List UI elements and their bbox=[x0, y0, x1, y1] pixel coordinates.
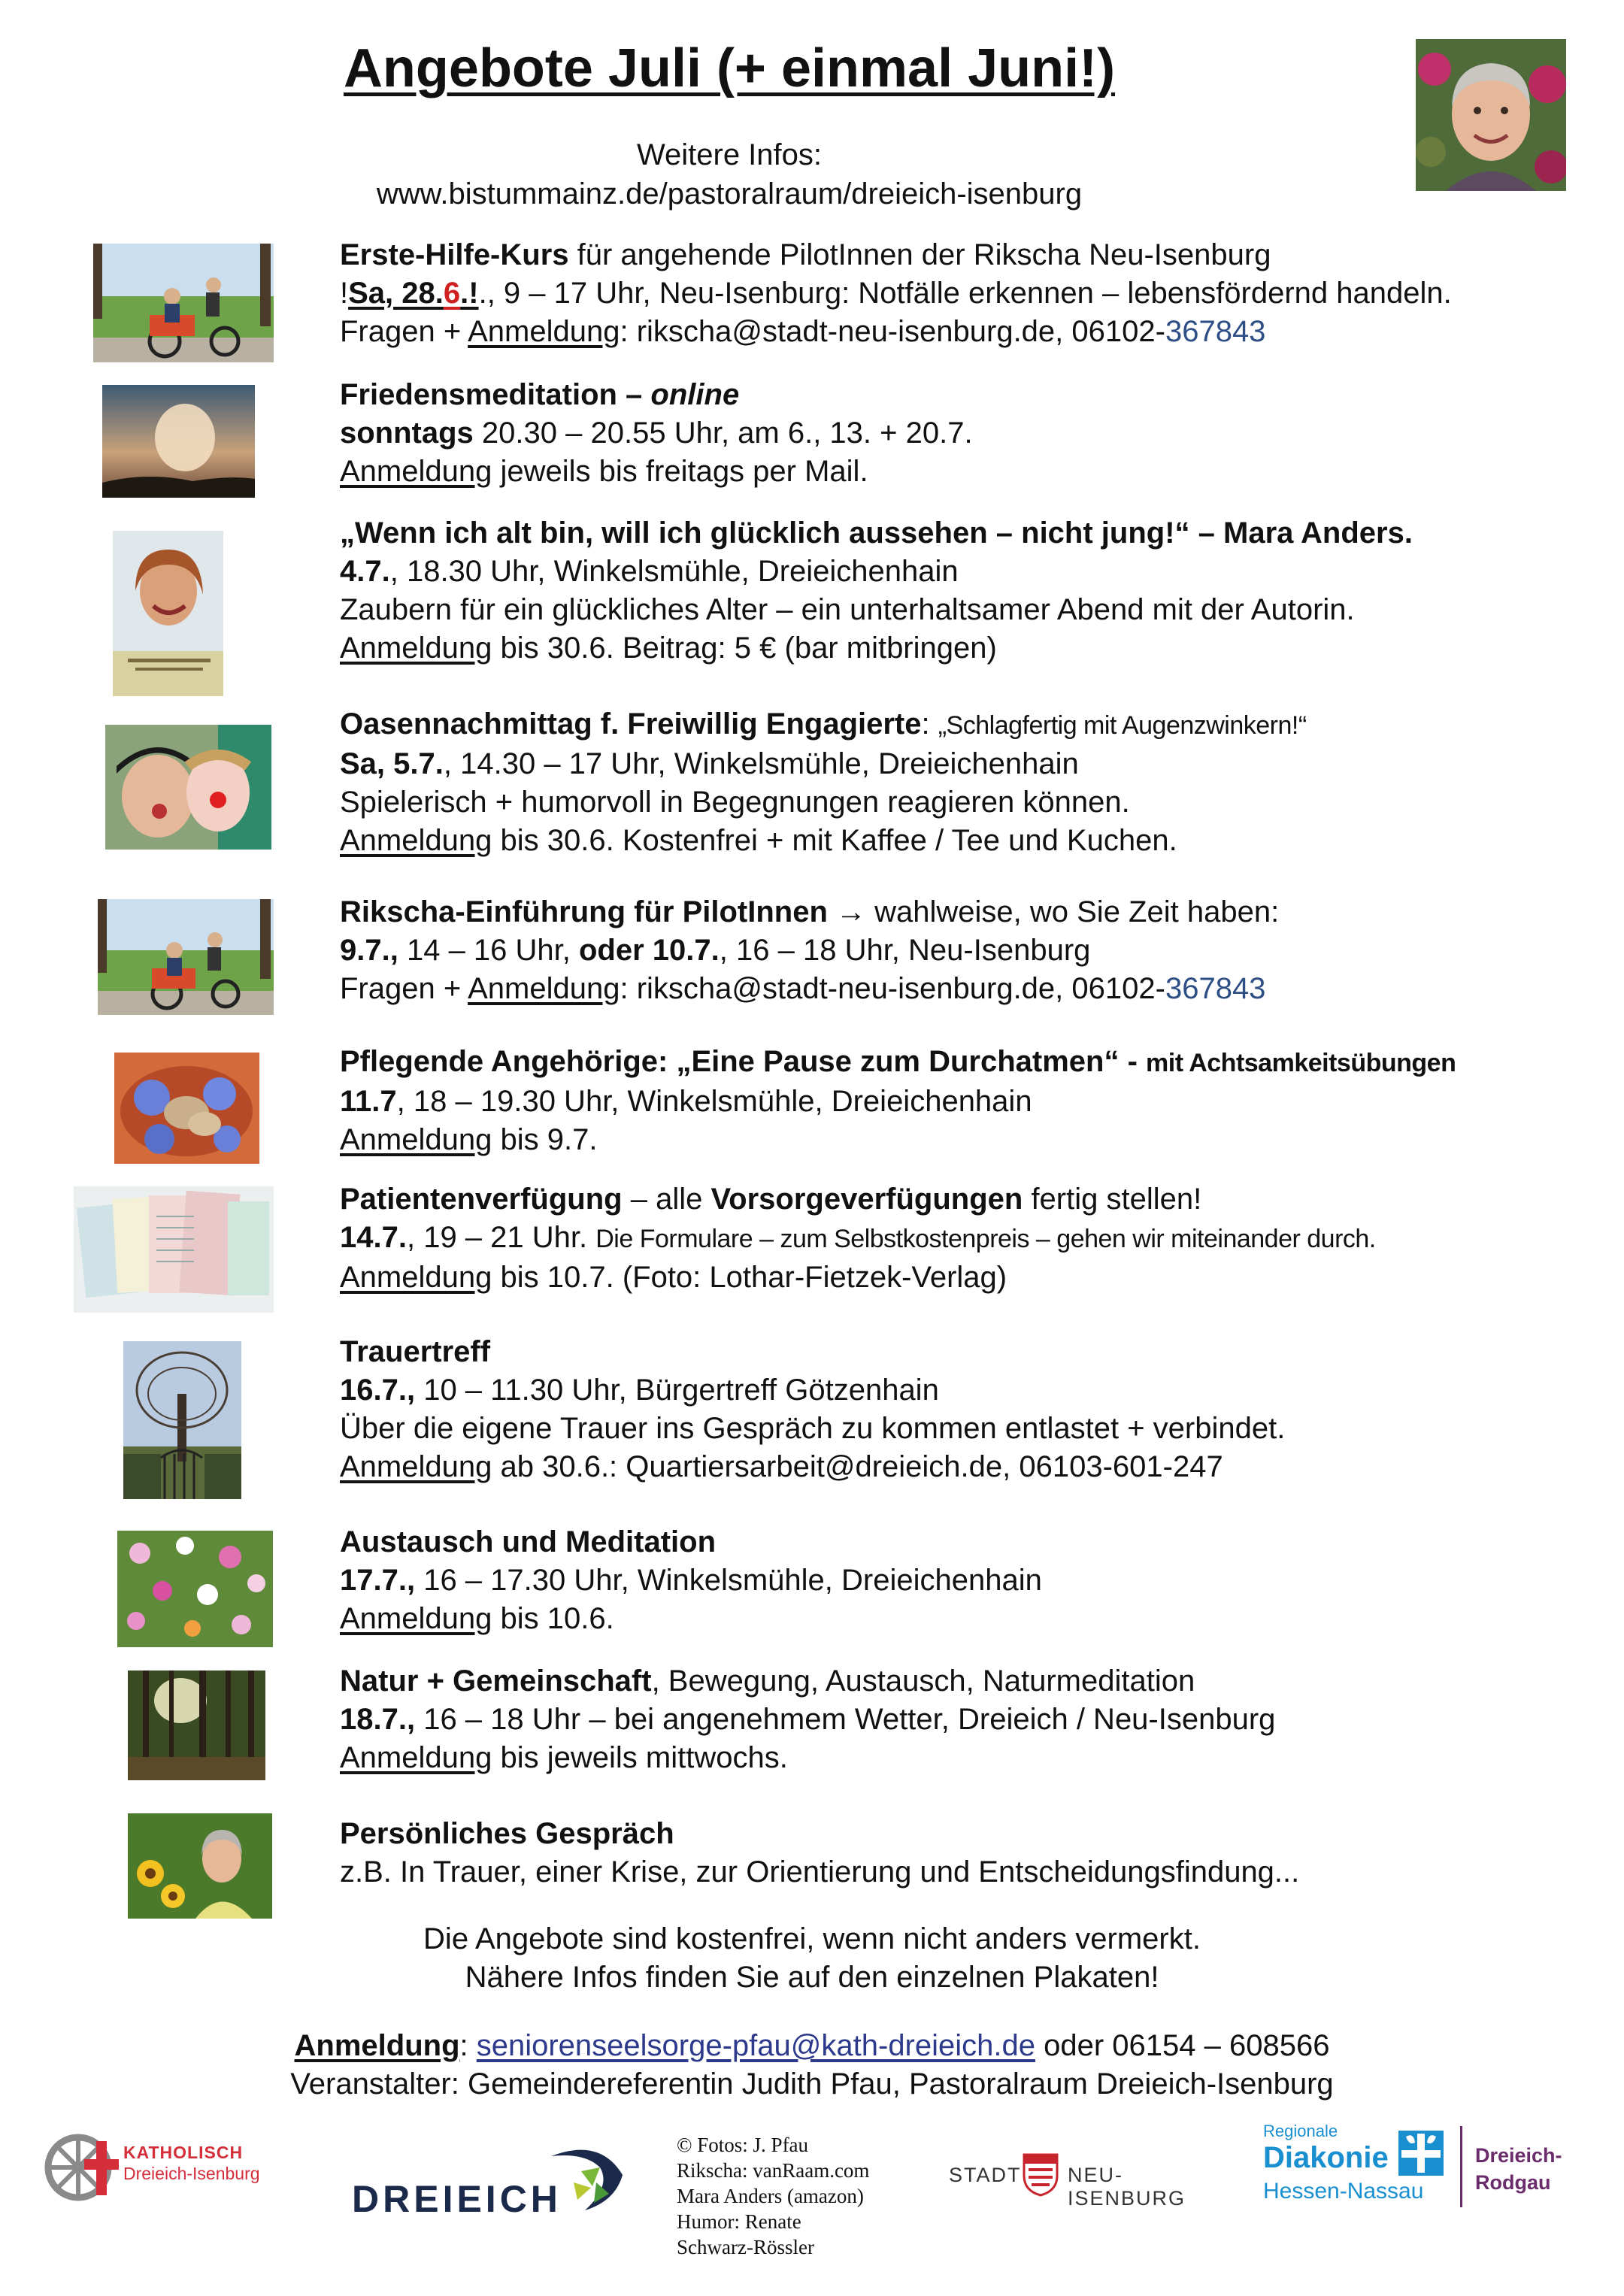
diakonie-cross-icon bbox=[1398, 2131, 1444, 2176]
event-volunteers: Oasennachmittag f. Freiwillig Engagierte: „Schlagfertig mit Augenzwinkern!“ Sa, 5.7., 14.30 – 17 Uhr, Winkelsmühle, Dreieichenhain Spielerisch + humorvoll in Begegnungen reagieren können. Anmeldung bis 30.6. Kostenfrei + mit Kaffee / Tee und Kuchen. bbox=[340, 707, 1307, 857]
event-book-reading: „Wenn ich alt bin, will ich glücklich aussehen – nicht jung!“ – Mara Anders. 4.7., 18.30 Uhr, Winkelsmühle, Dreieichenhain Zaubern für ein glückliches Alter – ein unterhaltsamer Abend mit der Autorin. Anmeldung bis 30.6. Beitrag: 5 € (bar mitbringen) bbox=[340, 516, 1413, 665]
diakonie-logo[interactable]: Regionale Diakonie Hessen-Nassau Dreieich- Rodgau bbox=[1263, 2122, 1579, 2212]
event-nature-community: Natur + Gemeinschaft, Bewegung, Austausch, Naturmeditation 18.7., 16 – 18 Uhr – bei angenehmem Wetter, Dreieich / Neu-Isenburg Anmeldung bis jeweils mittwochs. bbox=[340, 1664, 1276, 1774]
event-title: „Wenn ich alt bin, will ich glücklich aussehen – nicht jung!“ – Mara Anders. bbox=[340, 516, 1413, 550]
forest-photo bbox=[128, 1671, 265, 1780]
portrait-photo bbox=[1416, 39, 1566, 191]
registration-link[interactable]: Anmeldung bbox=[340, 824, 492, 857]
photo-credits: © Fotos: J. Pfau Rikscha: vanRaam.com Mara Anders (amazon) Humor: Renate Schwarz-Rössler bbox=[677, 2134, 870, 2258]
registration-link[interactable]: Anmeldung bbox=[468, 972, 620, 1005]
dreieich-emblem-icon bbox=[540, 2141, 630, 2216]
rikscha-photo bbox=[98, 899, 274, 1015]
event-personal-talk: Persönliches Gespräch z.B. In Trauer, einer Krise, zur Orientierung und Entscheidungsfindung... bbox=[340, 1817, 1300, 1889]
registration-link[interactable]: Anmeldung bbox=[340, 1741, 492, 1774]
event-first-aid: Erste-Hilfe-Kurs für angehende PilotInnen der Rikscha Neu-Isenburg !Sa, 28.6.!., 9 – 17 Uhr, Neu-Isenburg: Notfälle erkennen – lebensfördernd handeln. Fragen + Anmeldung: rikscha@stadt-neu-isenburg.de, 06102-367843 bbox=[340, 238, 1452, 348]
registration-link[interactable]: Anmeldung bbox=[340, 1261, 492, 1294]
free-note: Die Angebote sind kostenfrei, wenn nicht anders vermerkt. Nähere Infos finden Sie auf den einzelnen Plakaten! bbox=[423, 1922, 1201, 1994]
flowers-bowl-photo bbox=[114, 1053, 259, 1164]
clowns-photo bbox=[105, 725, 271, 850]
event-peace-meditation: Friedensmeditation – online sonntags 20.30 – 20.55 Uhr, am 6., 13. + 20.7. Anmeldung jeweils bis freitags per Mail. bbox=[340, 378, 973, 488]
event-exchange-meditation: Austausch und Meditation 17.7., 16 – 17.30 Uhr, Winkelsmühle, Dreieichenhain Anmeldung bis 10.6. bbox=[340, 1525, 1042, 1635]
woman-sunflowers-photo bbox=[128, 1813, 272, 1919]
katholisch-logo[interactable]: KATHOLISCH Dreieich-Isenburg bbox=[39, 2126, 287, 2209]
registration-link[interactable]: Anmeldung bbox=[468, 315, 620, 348]
event-title: Friedensmeditation – bbox=[340, 378, 651, 411]
event-title: Natur + Gemeinschaft bbox=[340, 1664, 652, 1698]
infos-url[interactable]: www.bistummainz.de/pastoralraum/dreieich-isenburg bbox=[376, 177, 1083, 211]
event-title: Persönliches Gespräch bbox=[340, 1817, 674, 1850]
event-title: Oasennachmittag f. Freiwillig Engagierte bbox=[340, 707, 922, 741]
registration-link[interactable]: Anmeldung bbox=[340, 455, 492, 488]
infos-block bbox=[0, 135, 1459, 214]
event-title: Trauertreff bbox=[340, 1335, 491, 1368]
wheel-cross-icon bbox=[39, 2126, 122, 2209]
event-rikscha-intro: Rikscha-Einführung für PilotInnen → wahlweise, wo Sie Zeit haben: 9.7., 14 – 16 Uhr, oder 10.7., 16 – 18 Uhr, Neu-Isenburg Fragen + Anmeldung: rikscha@stadt-neu-isenburg.de, 06102-367843 bbox=[340, 895, 1280, 1005]
event-title: Austausch und Meditation bbox=[340, 1525, 716, 1558]
sky-photo bbox=[102, 385, 255, 498]
registration-info: Anmeldung: seniorenseelsorge-pfau@kath-dreieich.de oder 06154 – 608566 Veranstalter: Gemeindereferentin Judith Pfau, Pastoralraum Dreieich-Isenburg bbox=[0, 2027, 1624, 2104]
event-grief-meeting: Trauertreff 16.7., 10 – 11.30 Uhr, Bürgertreff Götzenhain Über die eigene Trauer ins Gespräch zu kommen entlastet + verbindet. Anmeldung ab 30.6.: Quartiersarbeit@dreieich.de, 06103-601-247 bbox=[340, 1335, 1286, 1483]
registration-link[interactable]: Anmeldung bbox=[340, 1450, 492, 1483]
event-title: Rikscha-Einführung für PilotInnen bbox=[340, 895, 828, 928]
registration-link[interactable]: Anmeldung bbox=[340, 1602, 492, 1635]
event-advance-directive: Patientenverfügung – alle Vorsorgeverfügungen fertig stellen! 14.7., 19 – 21 Uhr. Die Formulare – zum Selbstkostenpreis – gehen wir miteinander durch. Anmeldung bis 10.7. (Foto: Lothar-Fietzek-Verlag) bbox=[340, 1183, 1376, 1294]
registration-email-link[interactable]: seniorenseelsorge-pfau@kath-dreieich.de bbox=[476, 2029, 1035, 2062]
book-cover bbox=[113, 531, 223, 696]
event-title: Patientenverfügung bbox=[340, 1183, 623, 1216]
event-title: Pflegende Angehörige: „Eine Pause zum Durchatmen“ - bbox=[340, 1045, 1147, 1078]
rikscha-photo bbox=[93, 244, 274, 362]
infos-label: Weitere Infos: bbox=[636, 138, 823, 171]
event-caregivers: Pflegende Angehörige: „Eine Pause zum Durchatmen“ - mit Achtsamkeitsübungen 11.7, 18 – 19.30 Uhr, Winkelsmühle, Dreieichenhain Anmeldung bis 9.7. bbox=[340, 1045, 1456, 1156]
wildflowers-photo bbox=[117, 1531, 273, 1647]
logo-divider bbox=[1460, 2126, 1462, 2207]
neu-isenburg-logo[interactable]: STADT NEU-ISENBURG bbox=[949, 2152, 1235, 2197]
registration-link[interactable]: Anmeldung bbox=[340, 1123, 492, 1156]
dreieich-logo[interactable]: DREIEICH bbox=[352, 2141, 638, 2216]
event-title: Erste-Hilfe-Kurs bbox=[340, 238, 569, 271]
registration-link[interactable]: Anmeldung bbox=[340, 632, 492, 665]
registration-label: Anmeldung bbox=[294, 2029, 460, 2062]
tree-gate-photo bbox=[123, 1341, 241, 1499]
organizer-line: Veranstalter: Gemeindereferentin Judith Pfau, Pastoralraum Dreieich-Isenburg bbox=[290, 2067, 1334, 2101]
page-title: Angebote Juli (+ einmal Juni!) bbox=[343, 38, 1116, 98]
forms-photo bbox=[74, 1186, 274, 1313]
coat-of-arms-icon bbox=[1021, 2152, 1060, 2197]
